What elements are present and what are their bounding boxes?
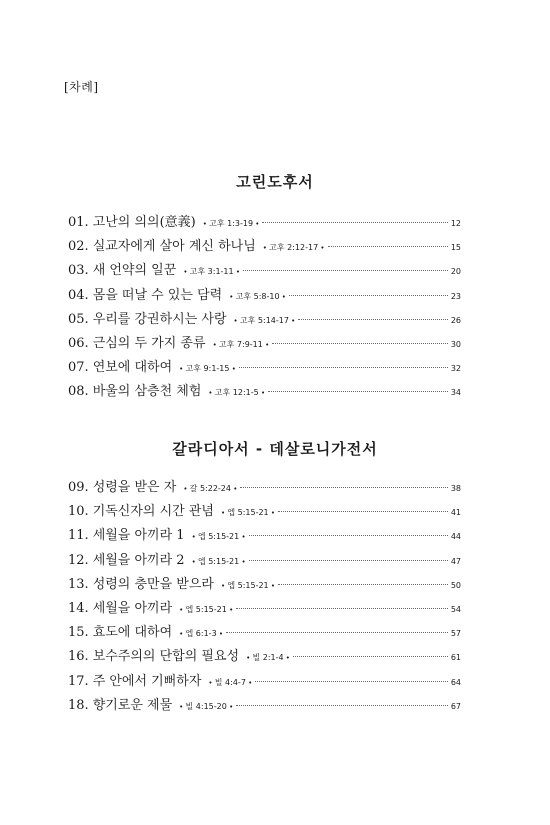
entry-number: 12.	[68, 552, 89, 568]
entry-number: 18.	[68, 697, 89, 713]
toc-entry	[68, 284, 461, 308]
toc-entry	[68, 235, 461, 259]
entry-title: 우리를 강권하시는 사랑	[92, 311, 227, 327]
entry-number: 07.	[68, 360, 89, 376]
entry-page-number: 54	[450, 604, 461, 614]
entry-number: 13.	[68, 576, 89, 592]
toc-entry	[68, 524, 461, 548]
entry-scripture-ref: • 고후 12:1-5 •	[208, 387, 265, 398]
dot-leader	[268, 391, 448, 392]
toc-entry	[68, 694, 461, 718]
entry-title: 근심의 두 가지 종류	[92, 335, 206, 351]
entry-title: 성령의 충만을 받으라	[92, 576, 214, 592]
entry-page-number: 34	[450, 388, 461, 398]
entry-title: 세월을 아끼라	[92, 600, 173, 616]
entry-page-number: 26	[450, 315, 461, 325]
entry-page-number: 38	[450, 484, 461, 493]
entry-page-number: 44	[450, 532, 461, 542]
toc-entry	[68, 380, 461, 404]
toc-entry	[68, 476, 461, 500]
entry-page-number: 64	[450, 677, 461, 687]
entry-page-number: 20	[450, 267, 461, 277]
entry-scripture-ref: • 엡 5:15-21 •	[179, 604, 233, 615]
toc-entry	[68, 259, 461, 283]
entry-page-number: 57	[450, 629, 461, 639]
entry-scripture-ref: • 빌 4:15-20 •	[179, 701, 233, 712]
entry-number: 16.	[68, 649, 89, 665]
entry-page-number: 23	[450, 291, 461, 301]
toc-entry	[68, 573, 461, 597]
entry-page-number: 30	[450, 339, 461, 349]
toc-entry	[68, 597, 461, 621]
section-title: 고린도후서	[236, 173, 314, 191]
entry-page-number: 50	[450, 580, 461, 590]
entry-scripture-ref: • 고후 5:8-10 •	[229, 291, 286, 302]
entry-scripture-ref: • 엡 6:1-3 •	[179, 628, 223, 639]
entry-title: 성령을 받은 자	[92, 480, 177, 495]
entry-scripture-ref: • 갈 5:22-24 •	[183, 483, 237, 494]
dot-leader	[249, 560, 448, 561]
entry-scripture-ref: • 빌 2:1-4 •	[246, 652, 290, 663]
entry-number: 14.	[68, 600, 89, 616]
dot-leader	[289, 295, 448, 296]
dot-leader	[239, 367, 448, 368]
entry-title: 세월을 아끼라 2	[92, 552, 185, 568]
dot-leader	[226, 632, 448, 633]
dot-leader	[278, 511, 448, 512]
dot-leader	[293, 656, 448, 657]
dot-leader	[243, 270, 448, 271]
toc-entry	[68, 211, 461, 235]
entry-scripture-ref: • 고후 3:1-11 •	[183, 266, 240, 277]
entry-scripture-ref: • 빌 4:4-7 •	[208, 677, 252, 688]
toc-entry	[68, 308, 461, 332]
entry-number: 09.	[68, 480, 89, 495]
entry-page-number: 47	[450, 556, 461, 566]
entry-page-number: 61	[450, 653, 461, 663]
entry-page-number: 12	[450, 219, 461, 228]
entry-number: 06.	[68, 335, 89, 351]
entry-number: 01.	[68, 215, 89, 230]
entry-number: 10.	[68, 504, 89, 520]
entry-title: 고난의 의의(意義)	[92, 215, 196, 230]
toc-entry	[68, 645, 461, 669]
dot-leader	[328, 246, 448, 247]
toc-entry	[68, 621, 461, 645]
entry-page-number: 41	[450, 508, 461, 518]
entry-title: 향기로운 제물	[92, 697, 173, 713]
entry-title: 실교자에게 살아 계신 하나님	[92, 239, 256, 255]
entry-title: 연보에 대하여	[92, 360, 173, 376]
dot-leader	[236, 608, 448, 609]
entry-title: 몸을 떠날 수 있는 담력	[92, 287, 223, 303]
entry-title: 새 언약의 일꾼	[92, 263, 177, 279]
entry-number: 08.	[68, 384, 89, 400]
entry-title: 기독신자의 시간 관념	[92, 504, 214, 520]
toc-entry	[68, 356, 461, 380]
dot-leader	[262, 222, 447, 223]
entry-title: 보수주의의 단합의 필요성	[92, 649, 240, 665]
entry-scripture-ref: • 고후 1:3-19 •	[203, 218, 260, 229]
toc-entry	[68, 500, 461, 524]
toc-entry	[68, 549, 461, 573]
dot-leader	[240, 487, 447, 488]
entry-number: 04.	[68, 287, 89, 303]
toc-entry	[68, 670, 461, 694]
section-title: 갈라디아서 - 데살로니가전서	[172, 440, 378, 458]
dot-leader	[236, 705, 448, 706]
entry-number: 02.	[68, 239, 89, 255]
entry-page-number: 67	[450, 701, 461, 711]
entry-scripture-ref: • 엡 5:15-21 •	[192, 556, 246, 567]
entry-scripture-ref: • 엡 5:15-21 •	[221, 580, 275, 591]
entry-scripture-ref: • 고후 7:9-11 •	[213, 339, 270, 350]
page-heading: [차례]	[64, 80, 99, 94]
dot-leader	[249, 535, 448, 536]
entry-page-number: 15	[450, 243, 461, 253]
dot-leader	[298, 319, 448, 320]
dot-leader	[255, 681, 448, 682]
entry-scripture-ref: • 고후 2:12-17 •	[263, 242, 325, 253]
entry-scripture-ref: • 고후 5:14-17 •	[234, 315, 296, 326]
entry-title: 효도에 대하여	[92, 625, 173, 641]
toc-entry	[68, 332, 461, 356]
toc-list	[68, 476, 461, 718]
entry-number: 05.	[68, 311, 89, 327]
entry-number: 03.	[68, 263, 89, 279]
entry-number: 11.	[68, 528, 89, 544]
dot-leader	[272, 343, 448, 344]
entry-title: 주 안에서 기뻐하자	[92, 673, 202, 689]
entry-page-number: 32	[450, 364, 461, 374]
entry-number: 15.	[68, 625, 89, 641]
entry-title: 바울의 삼층천 체험	[92, 384, 202, 400]
dot-leader	[278, 584, 448, 585]
toc-list	[68, 211, 461, 405]
entry-scripture-ref: • 고후 9:1-15 •	[179, 363, 236, 374]
entry-title: 세월을 아끼라 1	[92, 528, 185, 544]
entry-scripture-ref: • 엡 5:15-21 •	[221, 507, 275, 518]
entry-scripture-ref: • 엡 5:15-21 •	[192, 531, 246, 542]
entry-number: 17.	[68, 673, 89, 689]
